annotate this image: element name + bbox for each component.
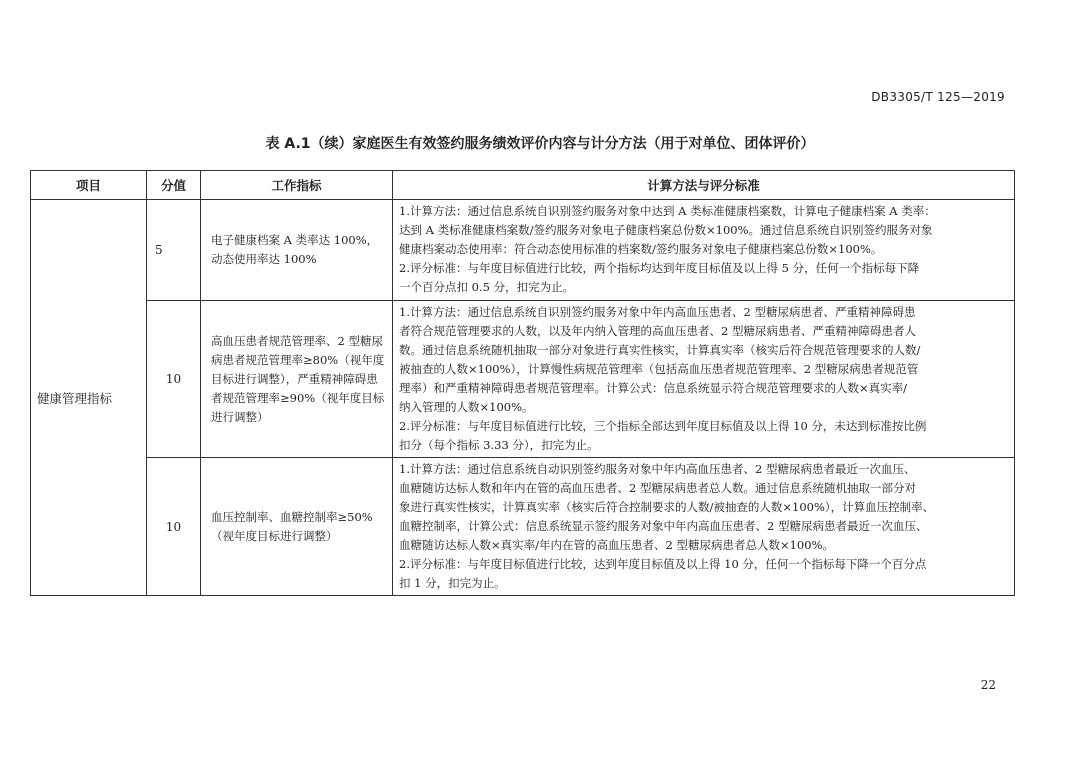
method-line: 血糖随访达标人数×真实率/年内在管的高血压患者、2 型糖尿病患者总人数×100%。 (399, 538, 834, 552)
header-method: 计算方法与评分标准 (393, 171, 1015, 200)
method-line: 2.评分标准：与年度目标值进行比较，两个指标均达到年度目标值及以上得 5 分，任何一个指标每下降 (399, 261, 920, 275)
method-line: 理率）和严重精神障碍患者规范管理率。计算公式：信息系统显示符合规范管理要求的人数×真实率/ (399, 381, 908, 395)
document-code: DB3305/T 125—2019 (871, 90, 1005, 104)
method-line: 达到 A 类标准健康档案数/签约服务对象电子健康档案总份数×100%。通过信息系统自识别签约服务对象 (399, 223, 933, 237)
method-cell (393, 200, 1015, 301)
method-cell (393, 458, 1015, 596)
table-header-row (31, 171, 1015, 200)
page-number: 22 (980, 678, 996, 692)
method-line: 2.评分标准：与年度目标值进行比较，达到年度目标值及以上得 10 分，任何一个指标每下降一个百分点 (399, 557, 927, 571)
method-line: 1.计算方法：通过信息系统自动识别签约服务对象中年内高血压患者、2 型糖尿病患者最近一次血压、 (399, 462, 916, 476)
method-line: 血糖随访达标人数和年内在管的高血压患者、2 型糖尿病患者总人数。通过信息系统随机抽取一部分对 (399, 481, 916, 495)
method-line: 扣分（每个指标 3.33 分），扣完为止。 (399, 438, 599, 452)
evaluation-table (30, 170, 1015, 596)
indicator-cell: 电子健康档案 A 类率达 100%，动态使用率达 100% (201, 200, 393, 301)
table-row (31, 200, 1015, 301)
table-row (31, 458, 1015, 596)
method-line: 1.计算方法：通过信息系统自识别签约服务对象中年内高血压患者、2 型糖尿病患者、严重精神障碍患 (399, 305, 916, 319)
method-cell (393, 301, 1015, 458)
table-title: 表 A.1（续）家庭医生有效签约服务绩效评价内容与计分方法（用于对单位、团体评价） (265, 136, 815, 152)
score-cell: 5 (147, 200, 201, 301)
header-project: 项目 (31, 171, 147, 200)
indicator-cell: 高血压患者规范管理率、2 型糖尿病患者规范管理率≥80%（视年度目标进行调整），严重精神障碍患者规范管理率≥90%（视年度目标进行调整） (201, 301, 393, 458)
method-line: 象进行真实性核实，计算真实率（核实后符合控制要求的人数/被抽查的人数×100%），计算血压控制率、 (399, 500, 935, 514)
method-line: 2.评分标准：与年度目标值进行比较，三个指标全部达到年度目标值及以上得 10 分，未达到标准按比例 (399, 419, 927, 433)
method-line: 一个百分点扣 0.5 分，扣完为止。 (399, 280, 575, 294)
method-line: 健康档案动态使用率：符合动态使用标准的档案数/签约服务对象电子健康档案总份数×100%。 (399, 242, 883, 256)
header-score: 分值 (147, 171, 201, 200)
table-row (31, 301, 1015, 458)
method-line: 扣 1 分，扣完为止。 (399, 576, 506, 590)
method-line: 纳入管理的人数×100%。 (399, 400, 534, 414)
project-cell: 健康管理指标 (31, 200, 147, 596)
score-cell: 10 (147, 301, 201, 458)
method-line: 者符合规范管理要求的人数，以及年内纳入管理的高血压患者、2 型糖尿病患者、严重精神障碍患者人 (399, 324, 916, 338)
indicator-cell: 血压控制率、血糖控制率≥50%（视年度目标进行调整） (201, 458, 393, 596)
score-cell: 10 (147, 458, 201, 596)
method-line: 血糖控制率，计算公式：信息系统显示签约服务对象中年内高血压患者、2 型糖尿病患者最近一次血压、 (399, 519, 928, 533)
method-line: 1.计算方法：通过信息系统自识别签约服务对象中达到 A 类标准健康档案数，计算电子健康档案 A 类率： (399, 204, 936, 218)
header-indicator: 工作指标 (201, 171, 393, 200)
method-line: 被抽查的人数×100%），计算慢性病规范管理率（包括高血压患者规范管理率、2 型糖尿病患者规范管 (399, 362, 919, 376)
method-line: 数。通过信息系统随机抽取一部分对象进行真实性核实，计算真实率（核实后符合规范管理要求的人数/ (399, 343, 921, 357)
